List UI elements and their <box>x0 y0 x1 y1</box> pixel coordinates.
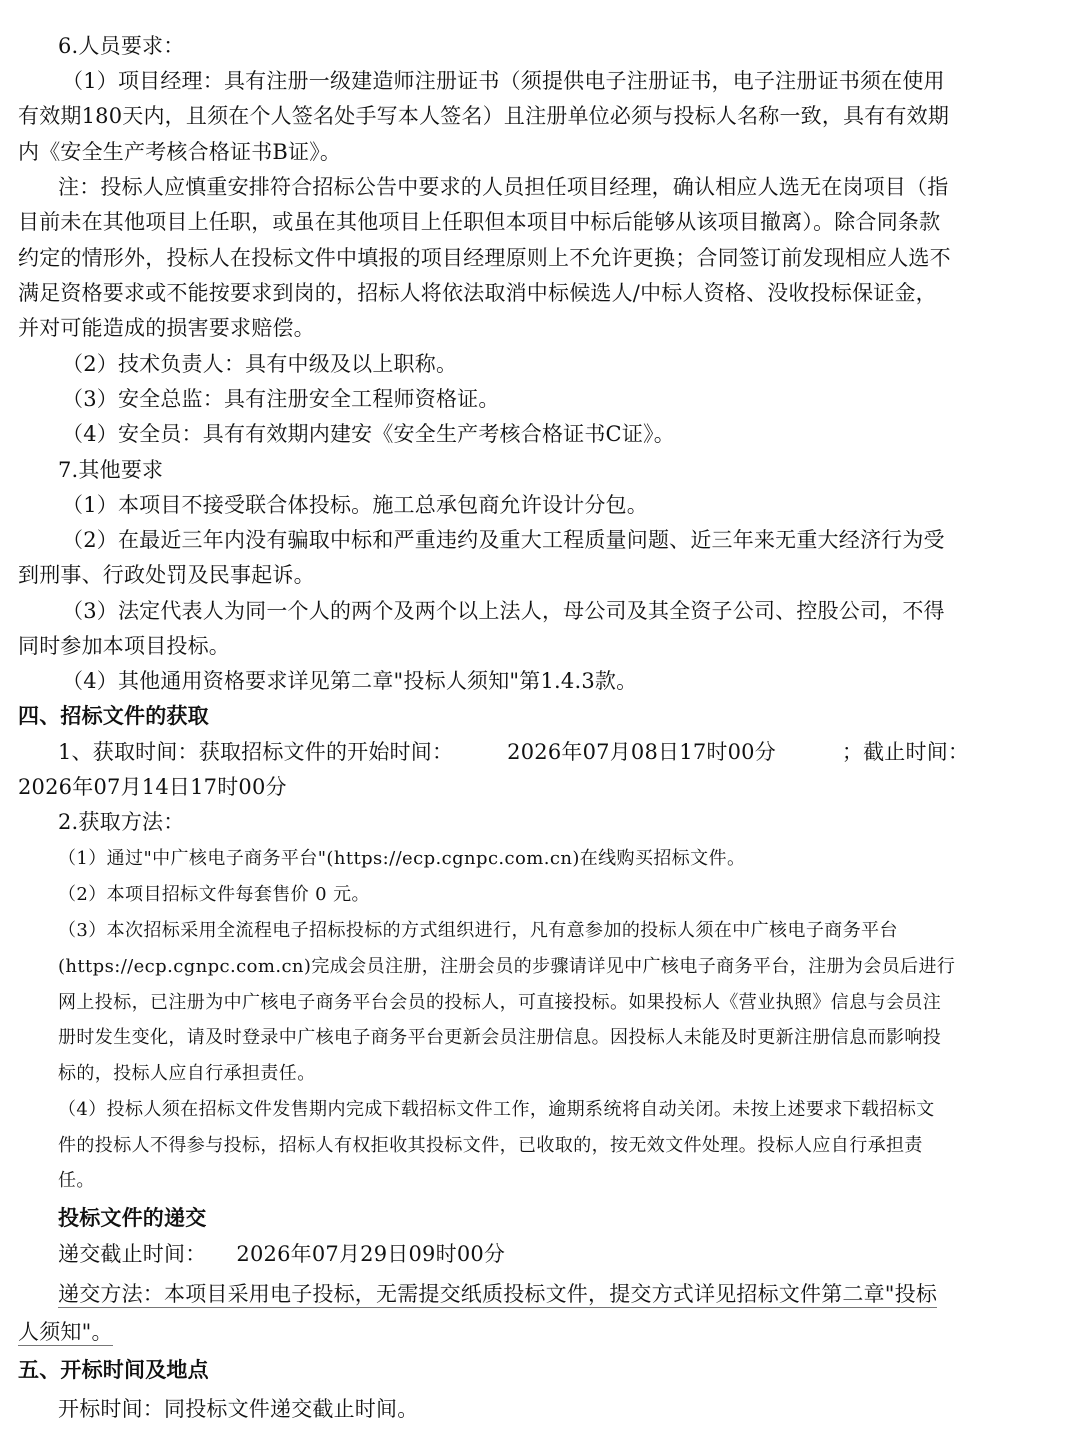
obtain-method-1: （1）通过"中广核电子商务平台"(https://ecp.cgnpc.com.cn)在线购买招标文件。 <box>58 848 746 869</box>
obtain-end-time: 2026年07月14日17时00分 <box>18 775 287 799</box>
note-line-2: 目前未在其他项目上任职，或虽在其他项目上任职但本项目中标后能够从该项目撤离）。除合同条款 <box>18 210 941 234</box>
note-line-3: 约定的情形外，投标人在投标文件中填报的项目经理原则上不允许更换；合同签订前发现相应人选不 <box>18 246 951 270</box>
obtain-method-heading: 2.获取方法： <box>58 810 185 834</box>
pm-line-2: 有效期180天内，且须在个人签名处手写本人签名）且注册单位必须与投标人名称一致，具有有效期 <box>18 104 950 128</box>
obtain-end-label: ；截止时间： <box>841 740 970 764</box>
submit-method-text-2: 人须知"。 <box>18 1320 113 1344</box>
safety-director-requirement: （3）安全总监：具有注册安全工程师资格证。 <box>62 387 500 411</box>
obtain-method-4-line-3: 任。 <box>58 1170 95 1191</box>
submit-method-line-2 <box>18 1318 113 1346</box>
other-item-1: （1）本项目不接受联合体投标。施工总承包商允许设计分包。 <box>62 493 648 517</box>
submit-heading: 投标文件的递交 <box>58 1206 207 1230</box>
pm-line-3: 内《安全生产考核合格证书B证》。 <box>18 140 342 164</box>
obtain-method-3-line-2: (https://ecp.cgnpc.com.cn)完成会员注册，注册会员的步骤请详见中广核电子商务平台，注册为会员后进行 <box>58 956 956 977</box>
personnel-heading: 6.人员要求： <box>58 34 185 58</box>
other-item-2-line-1: （2）在最近三年内没有骗取中标和严重违约及重大工程质量问题、近三年来无重大经济行为受 <box>62 528 945 552</box>
obtain-heading: 四、招标文件的获取 <box>18 704 209 728</box>
obtain-time-line <box>58 738 969 766</box>
note-line-1: 注：投标人应慎重安排符合招标公告中要求的人员担任项目经理，确认相应人选无在岗项目（指 <box>58 175 949 199</box>
tech-lead-requirement: （2）技术负责人：具有中级及以上职称。 <box>62 352 458 376</box>
other-item-2-line-2: 到刑事、行政处罚及民事起诉。 <box>18 563 315 587</box>
other-item-3-line-2: 同时参加本项目投标。 <box>18 634 230 658</box>
obtain-method-4-line-2: 件的投标人不得参与投标，招标人有权拒收其投标文件，已收取的，按无效文件处理。投标人应自行承担责 <box>58 1135 923 1156</box>
other-heading: 7.其他要求 <box>58 458 164 482</box>
other-item-4: （4）其他通用资格要求详见第二章"投标人须知"第1.4.3款。 <box>62 669 638 693</box>
obtain-method-3-line-4: 册时发生变化，请及时登录中广核电子商务平台更新会员注册信息。因投标人未能及时更新注册信息而影响投 <box>58 1027 942 1048</box>
opening-time: 开标时间：同投标文件递交截止时间。 <box>58 1397 419 1421</box>
obtain-method-3-line-1: （3）本次招标采用全流程电子招标投标的方式组织进行，凡有意参加的投标人须在中广核电子商务平台 <box>58 920 898 941</box>
opening-heading: 五、开标时间及地点 <box>18 1358 209 1382</box>
obtain-method-3-line-5: 标的，投标人应自行承担责任。 <box>58 1063 316 1084</box>
other-item-3-line-1: （3）法定代表人为同一个人的两个及两个以上法人，母公司及其全资子公司、控股公司，不得 <box>62 599 945 623</box>
submit-deadline-label: 递交截止时间： <box>58 1242 207 1266</box>
submit-method-text-1: 递交方法：本项目采用电子投标，无需提交纸质投标文件，提交方式详见招标文件第二章"投标 <box>58 1282 938 1306</box>
submit-deadline: 2026年07月29日09时00分 <box>236 1242 506 1266</box>
obtain-method-2: （2）本项目招标文件每套售价 0 元。 <box>58 884 370 905</box>
submit-deadline-line <box>58 1240 505 1268</box>
safety-officer-requirement: （4）安全员：具有有效期内建安《安全生产考核合格证书C证》。 <box>62 422 675 446</box>
submit-method-line-1 <box>58 1280 937 1308</box>
pm-line-1: （1）项目经理：具有注册一级建造师注册证书（须提供电子注册证书，电子注册证书须在使用 <box>62 69 945 93</box>
obtain-method-4-line-1: （4）投标人须在招标文件发售期内完成下载招标文件工作，逾期系统将自动关闭。未按上述要求下载招标文 <box>58 1099 935 1120</box>
note-line-5: 并对可能造成的损害要求赔偿。 <box>18 316 315 340</box>
note-line-4: 满足资格要求或不能按要求到岗的，招标人将依法取消中标候选人/中标人资格、没收投标保证金， <box>18 281 937 305</box>
obtain-method-3-line-3: 网上投标，已注册为中广核电子商务平台会员的投标人，可直接投标。如果投标人《营业执照》信息与会员注 <box>58 992 942 1013</box>
obtain-start-time: 2026年07月08日17时00分 <box>507 740 776 764</box>
obtain-time-label: 1、获取时间：获取招标文件的开始时间： <box>58 740 454 764</box>
